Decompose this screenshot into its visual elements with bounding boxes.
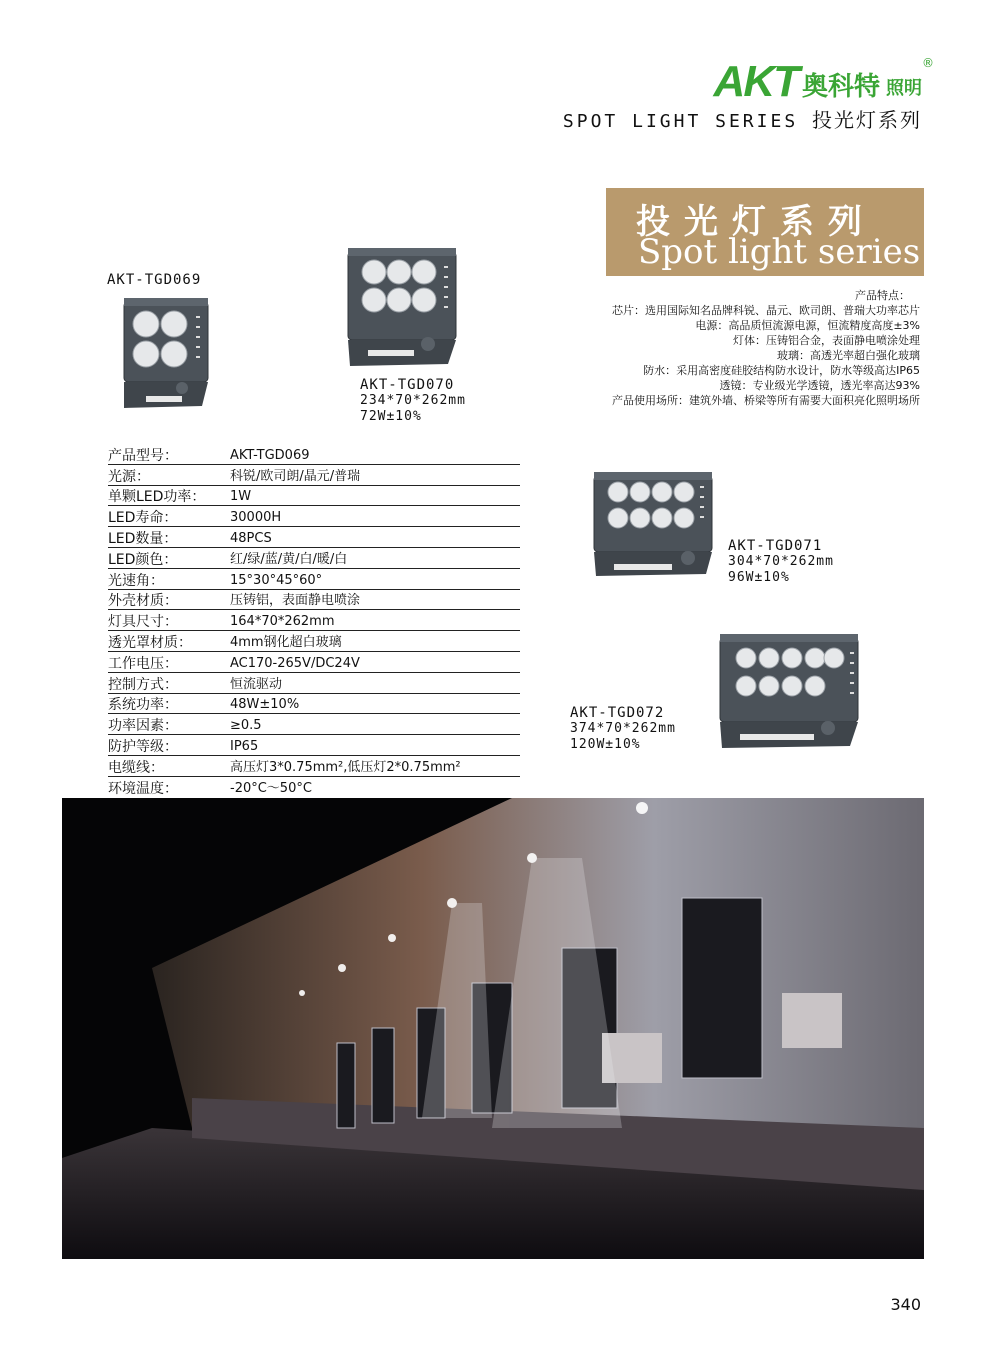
spec-value: 恒流驱动 bbox=[230, 676, 283, 692]
spec-value: 30000H bbox=[230, 510, 282, 526]
spec-value: 15°30°45°60° bbox=[230, 572, 323, 588]
spec-label: 控制方式： bbox=[108, 676, 178, 693]
spec-row bbox=[108, 569, 520, 590]
model-label-tgd070 bbox=[360, 377, 466, 425]
brand-chinese: 奥科特 bbox=[801, 72, 880, 102]
model-power: 96W±10% bbox=[728, 570, 790, 585]
spec-row bbox=[108, 735, 520, 756]
application-photo bbox=[62, 798, 924, 1259]
spec-label: 光速角： bbox=[108, 572, 164, 589]
spec-value: 164*70*262mm bbox=[230, 614, 335, 630]
lamp-image-tgd070 bbox=[344, 246, 464, 370]
spec-label: LED数量： bbox=[108, 530, 178, 547]
spec-label: 防护等级： bbox=[108, 738, 178, 755]
spec-label: 单颗LED功率： bbox=[108, 489, 206, 506]
spec-label: 光源： bbox=[108, 468, 150, 485]
spec-value: 高压灯3*0.75mm²,低压灯2*0.75mm² bbox=[230, 759, 461, 775]
page-number: 340 bbox=[890, 1295, 921, 1314]
spec-value: ≥0.5 bbox=[230, 718, 262, 734]
spec-label: 环境温度： bbox=[108, 780, 178, 797]
spec-row bbox=[108, 652, 520, 673]
registered-mark: ® bbox=[922, 56, 934, 70]
feature-line: 产品使用场所：建筑外墙、桥梁等所有需要大面积亮化照明场所 bbox=[612, 394, 920, 407]
features-heading: 产品特点： bbox=[855, 289, 910, 302]
brand-latin: AKT bbox=[713, 57, 798, 106]
model-size: 234*70*262mm bbox=[360, 393, 466, 408]
model-name: AKT-TGD070 bbox=[360, 377, 455, 393]
banner-title-en: Spot light series bbox=[638, 232, 921, 272]
spec-row bbox=[108, 590, 520, 611]
product-features bbox=[500, 288, 920, 408]
spec-label: LED寿命： bbox=[108, 510, 178, 527]
series-header bbox=[563, 104, 922, 133]
spec-row bbox=[108, 486, 520, 507]
spec-row bbox=[108, 610, 520, 631]
spec-label: 工作电压： bbox=[108, 655, 178, 672]
spec-row bbox=[108, 694, 520, 715]
spec-label: 系统功率： bbox=[108, 697, 178, 714]
spec-label: LED颜色： bbox=[108, 551, 178, 568]
lamp-image-tgd072 bbox=[716, 632, 866, 752]
model-label-tgd071 bbox=[728, 538, 834, 586]
spec-value: IP65 bbox=[230, 738, 259, 754]
brand-logo bbox=[713, 56, 934, 106]
spec-row bbox=[108, 506, 520, 527]
series-banner bbox=[606, 188, 924, 276]
spec-row bbox=[108, 444, 520, 465]
spec-value: 科锐/欧司朗/晶元/普瑞 bbox=[230, 468, 361, 484]
spec-label: 产品型号： bbox=[108, 447, 178, 464]
spec-label: 外壳材质： bbox=[108, 593, 178, 610]
spec-value: -20°C～50°C bbox=[230, 780, 312, 796]
feature-line: 防水：采用高密度硅胶结构防水设计，防水等级高达IP65 bbox=[643, 364, 920, 377]
spec-value: AKT-TGD069 bbox=[230, 447, 310, 463]
lamp-image-tgd069 bbox=[120, 296, 216, 416]
feature-line: 玻璃：高透光率超白强化玻璃 bbox=[777, 349, 920, 362]
feature-line: 芯片：选用国际知名品牌科锐、晶元、欧司朗、普瑞大功率芯片 bbox=[612, 304, 920, 317]
feature-line: 透镜：专业级光学透镜，透光率高达93% bbox=[719, 379, 920, 392]
spec-row bbox=[108, 548, 520, 569]
spec-value: AC170-265V/DC24V bbox=[230, 655, 360, 671]
model-name: AKT-TGD071 bbox=[728, 538, 823, 554]
spec-label: 电缆线： bbox=[108, 759, 164, 776]
spec-label: 功率因素： bbox=[108, 718, 178, 735]
banner-title-cn: 投光灯系列 bbox=[636, 202, 876, 242]
spec-row bbox=[108, 527, 520, 548]
model-power: 72W±10% bbox=[360, 409, 422, 424]
spec-value: 4mm钢化超白玻璃 bbox=[230, 634, 342, 650]
spec-row bbox=[108, 631, 520, 652]
spec-value: 48W±10% bbox=[230, 697, 300, 713]
spec-row bbox=[108, 465, 520, 486]
spec-row bbox=[108, 714, 520, 735]
spec-row bbox=[108, 777, 520, 797]
spec-label: 透光罩材质： bbox=[108, 634, 192, 651]
model-size: 304*70*262mm bbox=[728, 554, 834, 569]
spec-table bbox=[108, 444, 520, 797]
model-size: 374*70*262mm bbox=[570, 721, 676, 736]
model-label-tgd069 bbox=[107, 272, 201, 288]
spec-value: 1W bbox=[230, 489, 252, 505]
model-name: AKT-TGD069 bbox=[107, 272, 202, 288]
spec-row bbox=[108, 756, 520, 777]
series-cn: 投光灯系列 bbox=[812, 108, 922, 132]
model-label-tgd072 bbox=[570, 705, 676, 753]
feature-line: 电源：高品质恒流源电源，恒流精度高度±3% bbox=[695, 319, 920, 332]
feature-line: 灯体：压铸铝合金，表面静电喷涂处理 bbox=[733, 334, 920, 347]
spec-value: 压铸铝，表面静电喷涂 bbox=[230, 593, 361, 609]
model-power: 120W±10% bbox=[570, 737, 641, 752]
model-name: AKT-TGD072 bbox=[570, 705, 665, 721]
series-en: SPOT LIGHT SERIES bbox=[562, 111, 799, 132]
spec-value: 48PCS bbox=[230, 530, 272, 546]
spec-row bbox=[108, 673, 520, 694]
spec-label: 灯具尺寸： bbox=[108, 614, 178, 631]
spec-value: 红/绿/蓝/黄/白/暖/白 bbox=[230, 551, 348, 567]
lamp-image-tgd071 bbox=[588, 470, 718, 580]
brand-suffix: 照明 bbox=[886, 78, 922, 99]
